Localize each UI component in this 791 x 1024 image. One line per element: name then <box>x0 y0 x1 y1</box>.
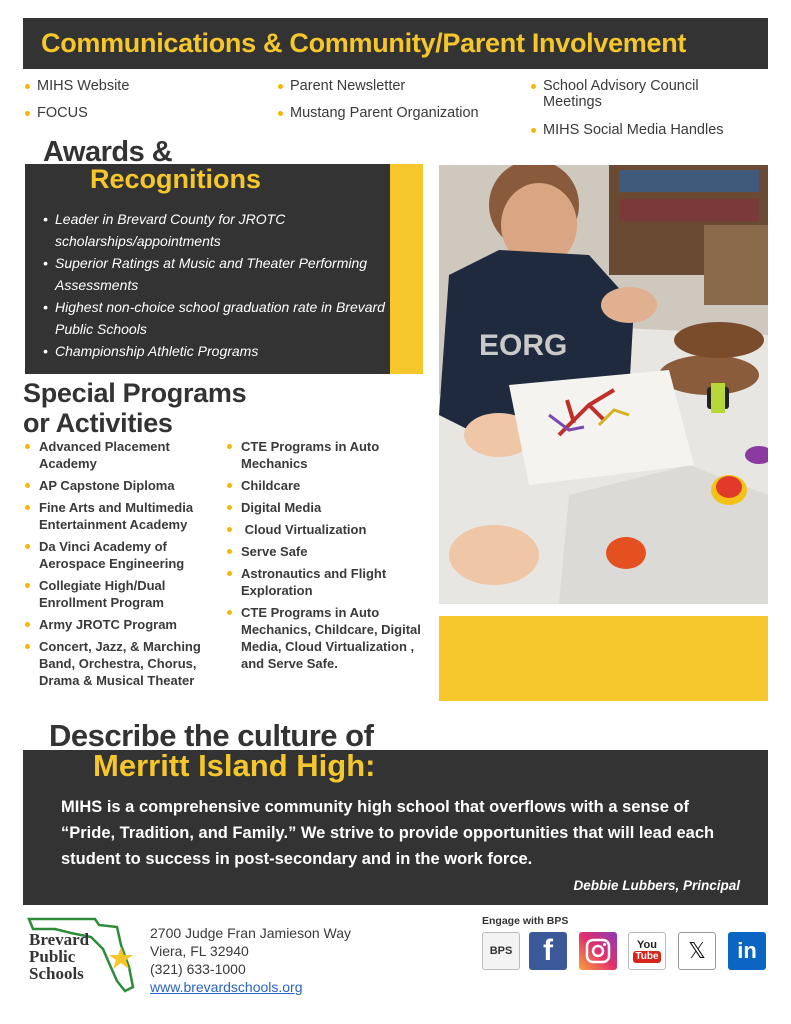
culture-box <box>23 750 768 905</box>
awards-box <box>25 164 390 374</box>
list-item: MIHS Website <box>25 78 129 94</box>
culture-description: MIHS is a comprehensive community high school that overflows with a sense of “Pride, Tradition, and Family.” We strive to provide opportunities that will lead each student to success in post-secondary and in the work force. <box>61 798 715 868</box>
x-twitter-icon[interactable]: 𝕏 <box>678 932 716 970</box>
engage-label: Engage with BPS <box>482 915 569 927</box>
awards-list <box>43 208 388 362</box>
list-item: • Leader in Brevard County for JROTC scholarships/appointments <box>43 208 388 252</box>
brevard-public-schools-logo <box>25 915 140 995</box>
communications-list-col1 <box>25 78 129 132</box>
special-programs-title-line2: or Activities <box>23 408 173 438</box>
address-block <box>150 924 351 996</box>
facebook-icon[interactable]: f <box>529 932 567 970</box>
communications-list-col2 <box>278 78 479 132</box>
awards-title-line1: Awards & <box>43 136 173 168</box>
culture-signature: Debbie Lubbers, Principal <box>573 878 740 893</box>
logo-text-line3: Schools <box>29 964 84 983</box>
list-item: • Championship Athletic Programs <box>43 340 388 362</box>
logo-text-line1: Brevard <box>29 930 90 949</box>
communications-header-bar <box>23 18 768 69</box>
list-item: Childcare <box>227 477 427 494</box>
list-item: CTE Programs in Auto Mechanics <box>227 438 427 472</box>
list-item: Parent Newsletter <box>278 78 479 94</box>
list-item: Astronautics and Flight Exploration <box>227 565 427 599</box>
youtube-icon[interactable] <box>628 932 666 970</box>
youtube-label-bottom: Tube <box>635 950 659 962</box>
list-item: • Highest non-choice school graduation rate in Brevard Public Schools <box>43 296 388 340</box>
linkedin-icon[interactable]: in <box>728 932 766 970</box>
instagram-icon[interactable] <box>579 932 617 970</box>
special-programs-title <box>23 378 246 438</box>
list-item: Fine Arts and Multimedia Entertainment Academy <box>25 499 210 533</box>
photo-accent-block <box>439 616 768 701</box>
students-photo <box>439 165 768 604</box>
culture-title-line2: Merritt Island High: <box>93 748 376 783</box>
list-item: Cloud Virtualization <box>227 521 427 538</box>
website-link[interactable]: www.brevardschools.org <box>150 979 303 995</box>
list-item: Concert, Jazz, & Marching Band, Orchestra, Chorus, Drama & Musical Theater <box>25 638 210 689</box>
list-item: MIHS Social Media Handles <box>531 122 731 138</box>
list-item: FOCUS <box>25 105 129 121</box>
special-programs-title-line1: Special Programs <box>23 378 247 408</box>
list-item: Digital Media <box>227 499 427 516</box>
list-item: School Advisory Council Meetings <box>531 78 731 110</box>
communications-title: Communications & Community/Parent Involvement <box>41 28 687 58</box>
list-item: AP Capstone Diploma <box>25 477 210 494</box>
special-programs-list-col2 <box>227 438 427 677</box>
students-photo-illustration <box>439 165 768 604</box>
awards-accent-bar <box>390 164 423 374</box>
logo-text-line2: Public <box>29 947 76 966</box>
communications-list-col3 <box>531 78 731 149</box>
address-line2: Viera, FL 32940 <box>150 943 249 959</box>
culture-title-line1: Describe the culture of <box>49 718 374 753</box>
list-item: Advanced Placement Academy <box>25 438 210 472</box>
list-item: Da Vinci Academy of Aerospace Engineering <box>25 538 210 572</box>
list-item: CTE Programs in Auto Mechanics, Childcare, Digital Media, Cloud Virtualization , and Serve Safe. <box>227 604 427 672</box>
awards-title-line2: Recognitions <box>90 164 262 194</box>
list-item: Serve Safe <box>227 543 427 560</box>
list-item: • Superior Ratings at Music and Theater Performing Assessments <box>43 252 388 296</box>
shirt-lettering: EORG <box>479 329 568 362</box>
youtube-label-top: You <box>637 938 657 951</box>
bps-badge-label: BPS <box>489 945 513 957</box>
address-line1: 2700 Judge Fran Jamieson Way <box>150 925 352 941</box>
list-item: Collegiate High/Dual Enrollment Program <box>25 577 210 611</box>
phone-number: (321) 633-1000 <box>150 961 246 977</box>
bps-app-icon[interactable] <box>482 932 520 970</box>
list-item: Mustang Parent Organization <box>278 105 479 121</box>
special-programs-list-col1 <box>25 438 210 694</box>
list-item: Army JROTC Program <box>25 616 210 633</box>
